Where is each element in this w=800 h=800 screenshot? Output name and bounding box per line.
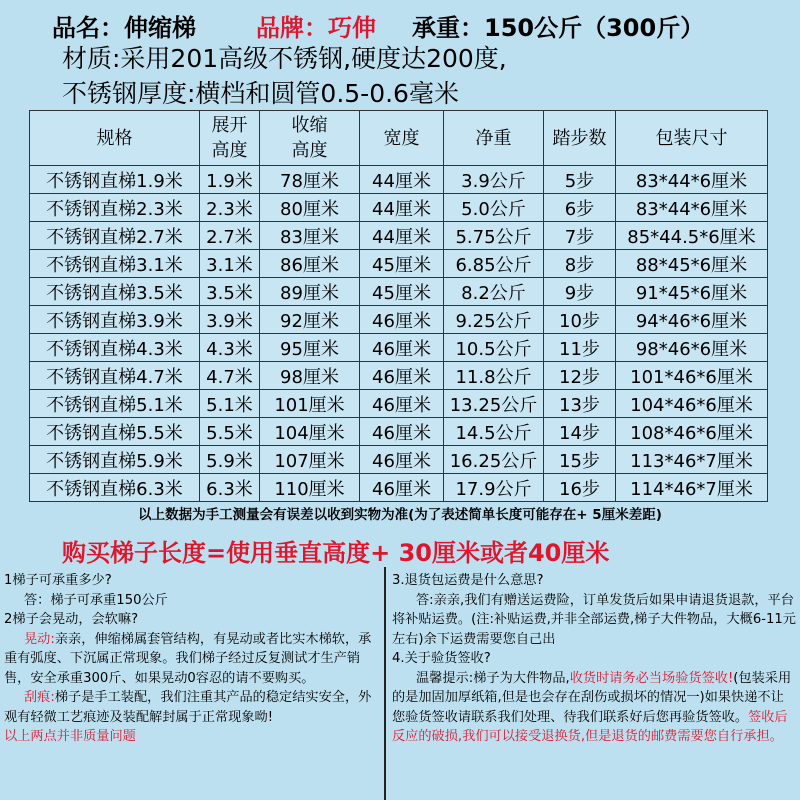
faq-q1: 1梯子可承重多少? (4, 573, 112, 588)
table-cell-steps: 16步 (544, 474, 616, 502)
table-row (30, 474, 768, 502)
table-row (30, 250, 768, 278)
wobble-label: 晃动: (24, 631, 55, 647)
load-capacity: 承重：150公斤（300斤） (412, 14, 705, 42)
table-cell-extended-height: 3.9米 (200, 306, 260, 334)
spec-table (29, 110, 768, 502)
table-cell-net-weight: 8.2公斤 (444, 278, 544, 306)
faq-left-footer: 以上两点并非质量问题 (4, 729, 136, 744)
table-cell-package-size: 94*46*6厘米 (616, 306, 768, 334)
table-cell-net-weight: 16.25公斤 (444, 446, 544, 474)
table-cell-spec: 不锈钢直梯2.7米 (30, 222, 200, 250)
table-cell-width: 44厘米 (360, 166, 444, 194)
table-cell-steps: 14步 (544, 418, 616, 446)
table-body (30, 166, 768, 502)
table-cell-width: 44厘米 (360, 222, 444, 250)
table-cell-retracted-height: 78厘米 (260, 166, 360, 194)
table-cell-width: 46厘米 (360, 334, 444, 362)
faq-left-panel (0, 567, 384, 800)
table-cell-steps: 8步 (544, 250, 616, 278)
table-cell-package-size: 113*46*7厘米 (616, 446, 768, 474)
tip-red-2: 签收后反应的破损,我们可以接受退换货,但是退货的邮费需要您自行承担。 (392, 709, 788, 744)
table-cell-package-size: 83*44*6厘米 (616, 166, 768, 194)
table-cell-extended-height: 2.7米 (200, 222, 260, 250)
table-header-row (30, 111, 768, 166)
table-cell-steps: 10步 (544, 306, 616, 334)
faq-a1: 答：梯子可承重150公斤 (24, 592, 168, 608)
table-cell-width: 46厘米 (360, 390, 444, 418)
table-row (30, 362, 768, 390)
table-cell-spec: 不锈钢直梯4.7米 (30, 362, 200, 390)
faq-a4 (392, 669, 796, 747)
table-cell-net-weight: 3.9公斤 (444, 166, 544, 194)
table-cell-retracted-height: 95厘米 (260, 334, 360, 362)
table-row (30, 390, 768, 418)
tip-text: (包装采用的是加固加厚纸箱,但是也会存在刮伤或损坏的情况一)如果快递不让您验货签收请联系我们处理、待我们联系好后您再验货签收。 (392, 670, 792, 725)
table-cell-steps: 5步 (544, 166, 616, 194)
table-row (30, 306, 768, 334)
table-header-col-package-size: 包装尺寸 (616, 111, 768, 166)
table-cell-retracted-height: 104厘米 (260, 418, 360, 446)
header-line-1 (52, 8, 704, 43)
brand-name: 品牌：巧伸 (256, 14, 376, 42)
product-name: 品名：伸缩梯 (52, 14, 196, 42)
table-row (30, 446, 768, 474)
table-cell-steps: 12步 (544, 362, 616, 390)
faq-a2-wobble (4, 630, 378, 689)
thickness-line: 不锈钢厚度:横档和圆管0.5-0.6毫米 (62, 79, 459, 108)
table-cell-extended-height: 5.9米 (200, 446, 260, 474)
table-cell-package-size: 101*46*6厘米 (616, 362, 768, 390)
table-cell-spec: 不锈钢直梯4.3米 (30, 334, 200, 362)
table-cell-net-weight: 9.25公斤 (444, 306, 544, 334)
table-cell-extended-height: 5.5米 (200, 418, 260, 446)
table-cell-spec: 不锈钢直梯1.9米 (30, 166, 200, 194)
table-cell-spec: 不锈钢直梯3.1米 (30, 250, 200, 278)
table-cell-spec: 不锈钢直梯2.3米 (30, 194, 200, 222)
table-cell-package-size: 91*45*6厘米 (616, 278, 768, 306)
table-row (30, 166, 768, 194)
table-cell-net-weight: 13.25公斤 (444, 390, 544, 418)
table-cell-width: 46厘米 (360, 474, 444, 502)
table-cell-retracted-height: 83厘米 (260, 222, 360, 250)
table-row (30, 418, 768, 446)
tip-red-1: 收货时请务必当场验货签收! (569, 670, 734, 686)
table-cell-spec: 不锈钢直梯5.9米 (30, 446, 200, 474)
table-cell-net-weight: 14.5公斤 (444, 418, 544, 446)
table-cell-extended-height: 3.5米 (200, 278, 260, 306)
table-cell-width: 46厘米 (360, 306, 444, 334)
table-header-col-net-weight: 净重 (444, 111, 544, 166)
table-cell-retracted-height: 110厘米 (260, 474, 360, 502)
table-header-col-retracted-height: 收缩 高度 (260, 111, 360, 166)
wobble-text: 亲亲，伸缩梯属套管结构，有晃动或者比实木梯软，承重有弧度、下沉属正常现象。我们梯子经过反复测试才生产销售，安全承重300斤、如果晃动0容忍的请不要购买。 (4, 631, 372, 686)
table-cell-net-weight: 6.85公斤 (444, 250, 544, 278)
faq-right-panel (384, 567, 800, 800)
table-cell-net-weight: 10.5公斤 (444, 334, 544, 362)
table-cell-net-weight: 11.8公斤 (444, 362, 544, 390)
table-header-col-steps: 踏步数 (544, 111, 616, 166)
table-cell-steps: 6步 (544, 194, 616, 222)
table-cell-extended-height: 5.1米 (200, 390, 260, 418)
faq-a3: 答:亲亲,我们有赠送运费险，订单发货后如果申请退货退款，平台将补贴运费。(注:补贴运费,并非全部运费,梯子大件物品，大概6-11元左右)余下运费需要您自己出 (392, 592, 796, 647)
table-row (30, 194, 768, 222)
table-cell-spec: 不锈钢直梯6.3米 (30, 474, 200, 502)
table-cell-width: 46厘米 (360, 362, 444, 390)
table-cell-spec: 不锈钢直梯5.1米 (30, 390, 200, 418)
table-cell-extended-height: 6.3米 (200, 474, 260, 502)
table-cell-width: 44厘米 (360, 194, 444, 222)
buy-length-tip: 购买梯子长度=使用垂直高度+ 30厘米或者40厘米 (62, 539, 610, 567)
faq-q2: 2梯子会晃动，会软嘛? (4, 612, 139, 627)
table-cell-net-weight: 5.0公斤 (444, 194, 544, 222)
table-header-col-extended-height: 展开 高度 (200, 111, 260, 166)
table-cell-package-size: 104*46*6厘米 (616, 390, 768, 418)
table-header-col-width: 宽度 (360, 111, 444, 166)
table-cell-retracted-height: 101厘米 (260, 390, 360, 418)
table-cell-package-size: 108*46*6厘米 (616, 418, 768, 446)
table-cell-package-size: 88*45*6厘米 (616, 250, 768, 278)
table-row (30, 278, 768, 306)
table-cell-net-weight: 5.75公斤 (444, 222, 544, 250)
table-cell-width: 46厘米 (360, 446, 444, 474)
table-cell-width: 45厘米 (360, 278, 444, 306)
faq-q4: 4.关于验货签收? (392, 651, 491, 666)
table-cell-steps: 11步 (544, 334, 616, 362)
table-cell-package-size: 114*46*7厘米 (616, 474, 768, 502)
table-cell-steps: 15步 (544, 446, 616, 474)
table-cell-steps: 7步 (544, 222, 616, 250)
table-cell-steps: 9步 (544, 278, 616, 306)
scratch-text: 梯子是手工装配，我们注重其产品的稳定结实安全，外观有轻微工艺痕迹及装配解封属于正常现象呦! (4, 690, 372, 725)
table-row (30, 222, 768, 250)
table-cell-package-size: 98*46*6厘米 (616, 334, 768, 362)
faq-a2-scratch (4, 688, 378, 727)
table-cell-extended-height: 3.1米 (200, 250, 260, 278)
scratch-label: 刮痕: (24, 690, 55, 705)
table-cell-spec: 不锈钢直梯3.5米 (30, 278, 200, 306)
tip-label: 温馨提示:梯子为大件物品, (416, 670, 570, 686)
table-row (30, 334, 768, 362)
table-cell-extended-height: 4.3米 (200, 334, 260, 362)
table-cell-retracted-height: 92厘米 (260, 306, 360, 334)
table-header-col-spec: 规格 (30, 111, 200, 166)
table-cell-retracted-height: 80厘米 (260, 194, 360, 222)
table-cell-retracted-height: 107厘米 (260, 446, 360, 474)
table-cell-retracted-height: 98厘米 (260, 362, 360, 390)
table-cell-net-weight: 17.9公斤 (444, 474, 544, 502)
faq-q3: 3.退货包运费是什么意思? (392, 573, 544, 588)
table-cell-extended-height: 4.7米 (200, 362, 260, 390)
table-cell-width: 45厘米 (360, 250, 444, 278)
table-cell-retracted-height: 86厘米 (260, 250, 360, 278)
table-cell-package-size: 83*44*6厘米 (616, 194, 768, 222)
table-cell-steps: 13步 (544, 390, 616, 418)
table-cell-extended-height: 1.9米 (200, 166, 260, 194)
table-cell-retracted-height: 89厘米 (260, 278, 360, 306)
material-line: 材质:采用201高级不锈钢,硬度达200度, (62, 44, 507, 73)
table-cell-spec: 不锈钢直梯3.9米 (30, 306, 200, 334)
table-cell-package-size: 85*44.5*6厘米 (616, 222, 768, 250)
measurement-note: 以上数据为手工测量会有误差以收到实物为准(为了表述简单长度可能存在+ 5厘米差距) (138, 507, 662, 523)
table-cell-spec: 不锈钢直梯5.5米 (30, 418, 200, 446)
table-cell-extended-height: 2.3米 (200, 194, 260, 222)
table-cell-width: 46厘米 (360, 418, 444, 446)
